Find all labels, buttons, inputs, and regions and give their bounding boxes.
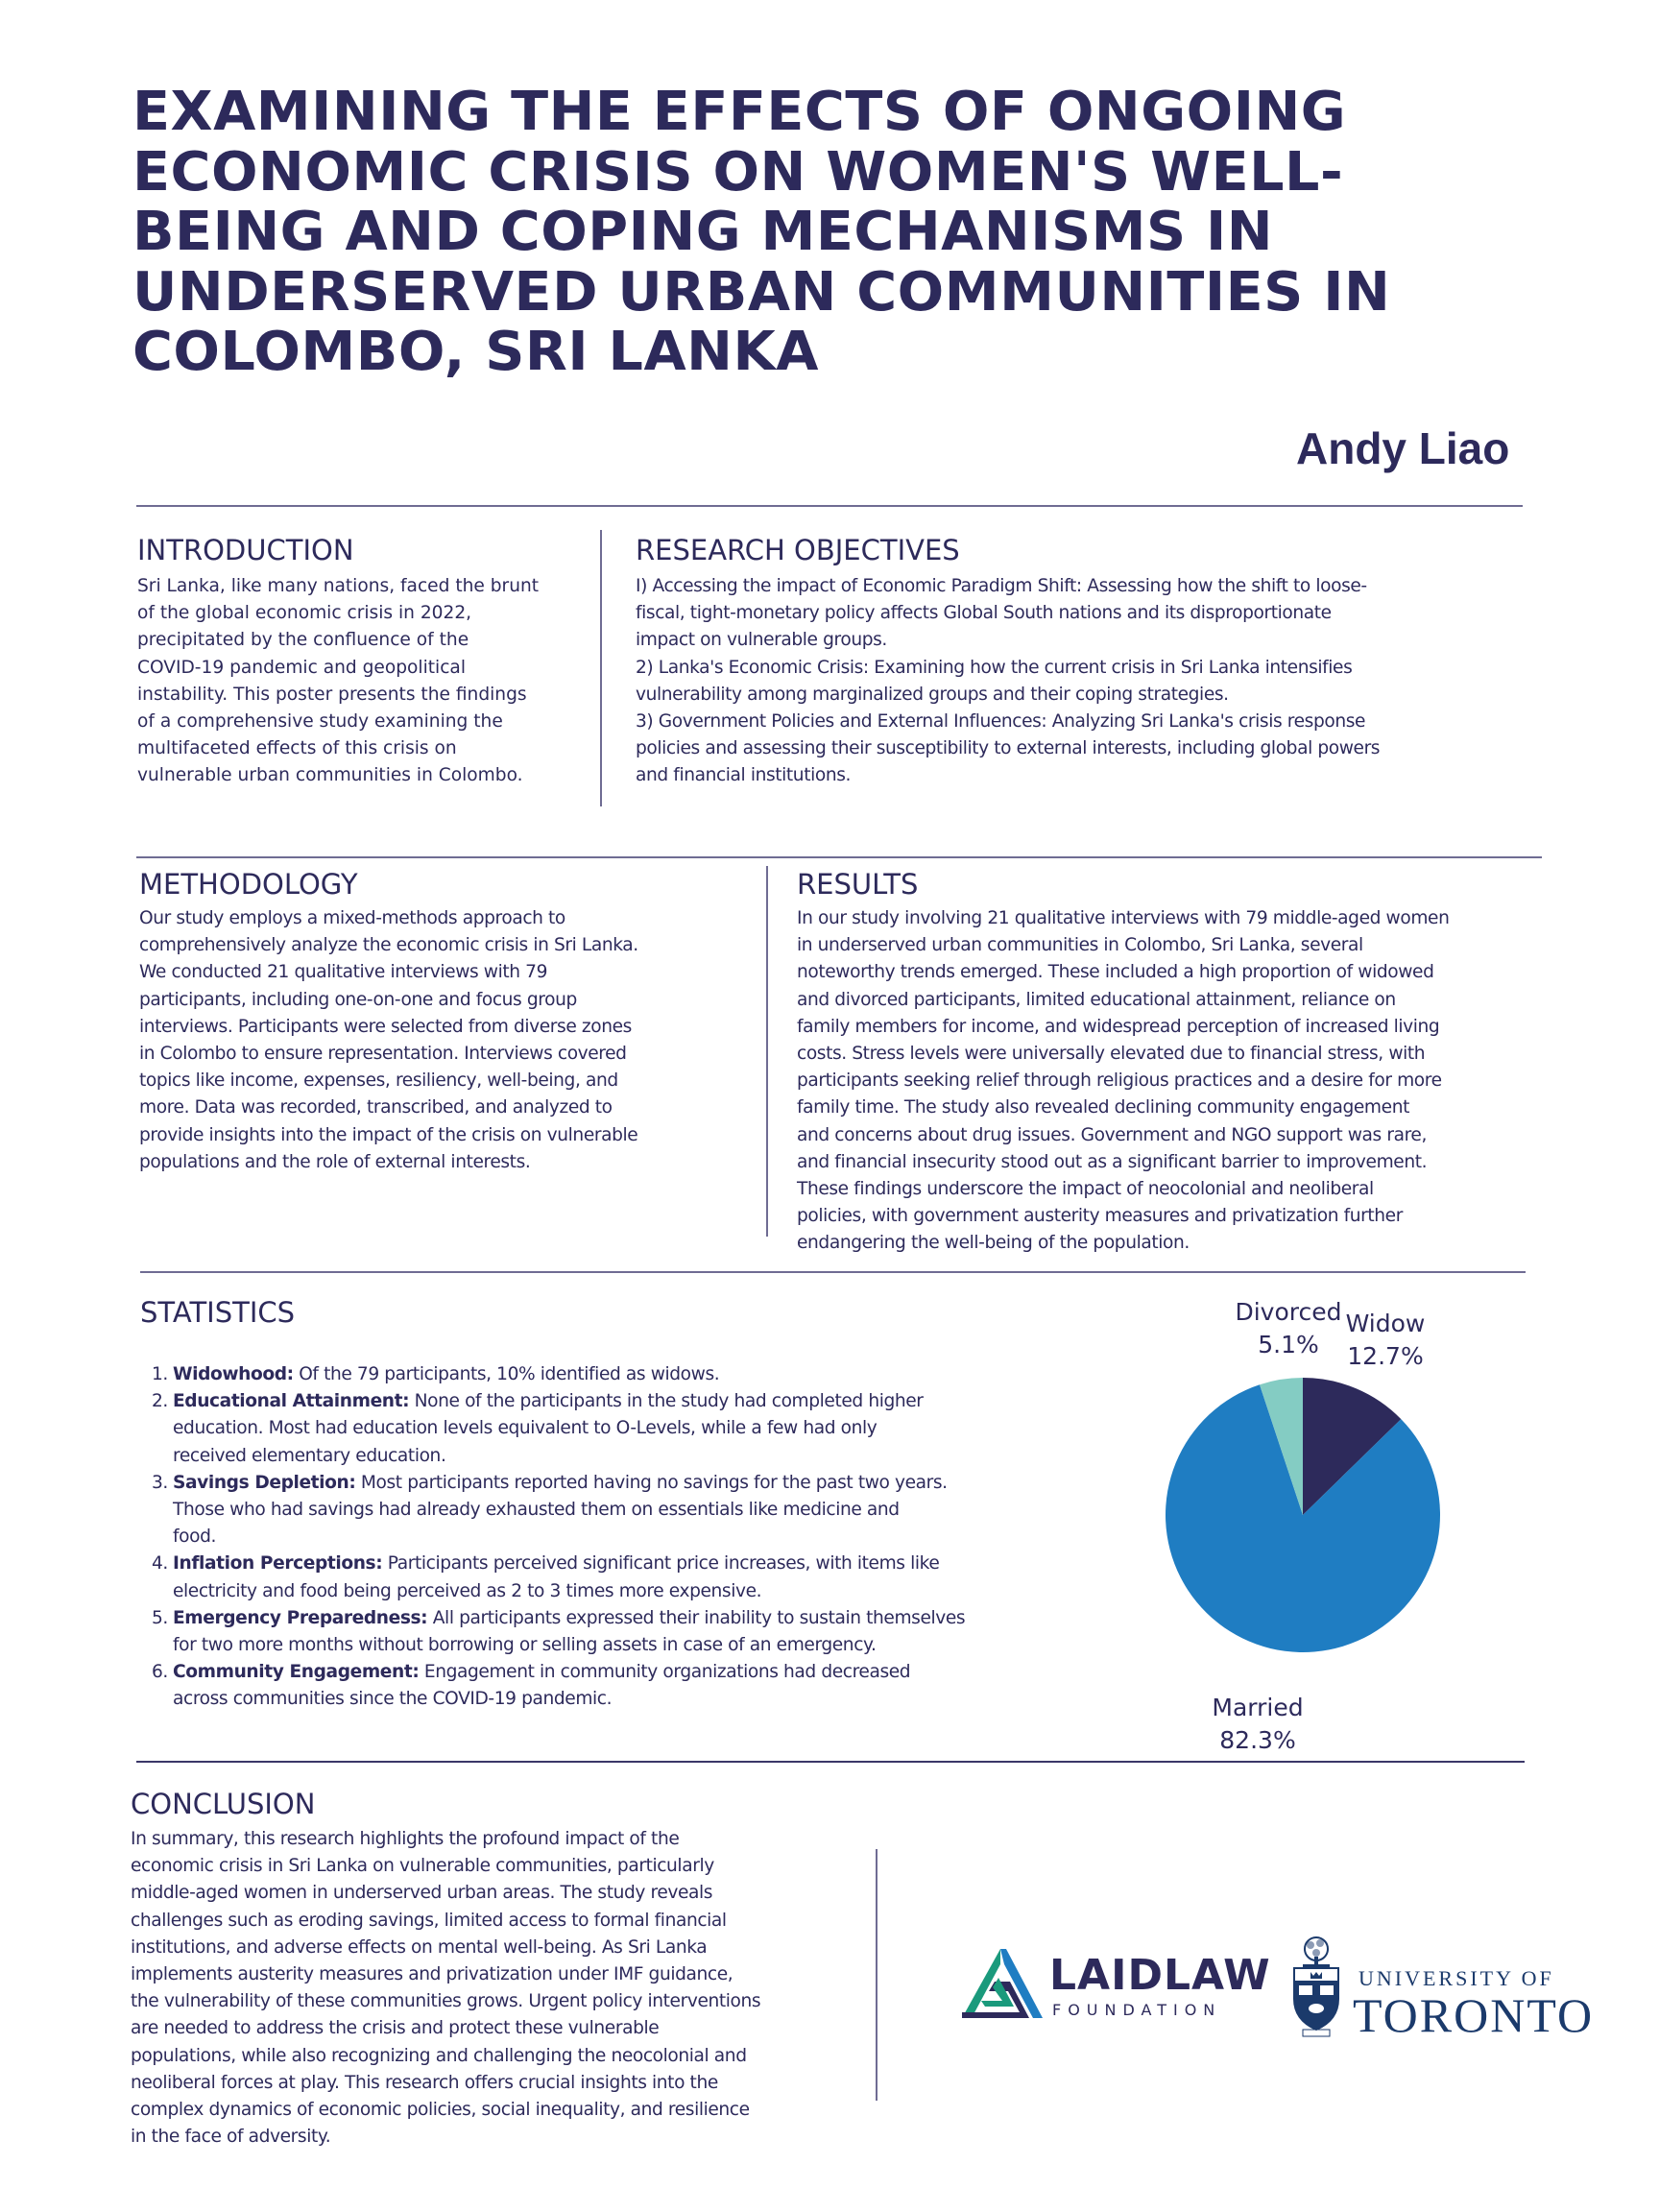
pie-label-widow xyxy=(1333,1308,1438,1373)
divider xyxy=(136,856,1542,858)
statistics-heading: STATISTICS xyxy=(140,1296,296,1329)
text-line: Engagement in community organizations had decreased xyxy=(419,1662,911,1683)
divider xyxy=(136,505,1523,507)
text-line: costs. Stress levels were universally elevated due to financial stress, with xyxy=(797,1044,1426,1065)
text-line: instability. This poster presents the findings xyxy=(137,684,527,705)
text-line: and financial institutions. xyxy=(636,765,852,786)
results-body xyxy=(797,905,1555,1258)
text-line: 2) Lanka's Economic Crisis: Examining how the current crisis in Sri Lanka intensifies xyxy=(636,657,1353,678)
text-line: the vulnerability of these communities grows. Urgent policy interventions xyxy=(131,1991,761,2012)
text-line: vulnerability among marginalized groups and their coping strategies. xyxy=(636,684,1229,705)
column-divider xyxy=(876,1849,878,2101)
objectives-heading: RESEARCH OBJECTIVES xyxy=(636,534,960,566)
university-of-wordmark: UNIVERSITY OF xyxy=(1358,1966,1554,1990)
divider xyxy=(140,1271,1526,1273)
text-line: across communities since the COVID-19 pandemic. xyxy=(173,1689,613,1710)
text-line: middle-aged women in underserved urban areas. The study reveals xyxy=(131,1883,713,1904)
slice-name: Married xyxy=(1212,1694,1304,1721)
item-label: Community Engagement: xyxy=(173,1662,420,1683)
item-label: Emergency Preparedness: xyxy=(173,1607,428,1628)
text-line: implements austerity measures and privatization under IMF guidance, xyxy=(131,1964,733,1985)
text-line: in the face of adversity. xyxy=(131,2127,331,2148)
column-divider xyxy=(766,866,768,1237)
slice-percent: 82.3% xyxy=(1219,1726,1296,1754)
text-line: challenges such as eroding savings, limited access to formal financial xyxy=(131,1910,727,1931)
text-line: received elementary education. xyxy=(173,1445,446,1466)
text-line: participants seeking relief through religious practices and a desire for more xyxy=(797,1070,1442,1092)
text-line: 3) Government Policies and External Influences: Analyzing Sri Lanka's crisis response xyxy=(636,711,1366,733)
text-line: vulnerable urban communities in Colombo. xyxy=(137,765,523,786)
text-line: noteworthy trends emerged. These included a high proportion of widowed xyxy=(797,962,1434,983)
laidlaw-foundation-logo xyxy=(960,1947,1271,2024)
text-line: multifaceted effects of this crisis on xyxy=(137,738,457,759)
text-line: topics like income, expenses, resiliency, well-being, and xyxy=(139,1070,618,1092)
toronto-wordmark: TORONTO xyxy=(1353,1988,1595,2042)
text-line: food. xyxy=(173,1527,217,1548)
item-number: 3. xyxy=(152,1472,168,1493)
text-line: interviews. Participants were selected from diverse zones xyxy=(139,1016,632,1037)
text-line: impact on vulnerable groups. xyxy=(636,630,887,651)
pie-label-divorced xyxy=(1231,1296,1346,1361)
title-line: EXAMINING THE EFFECTS OF ONGOING xyxy=(132,81,1347,143)
divider xyxy=(136,1761,1525,1763)
item-number: 1. xyxy=(152,1364,168,1384)
objectives-body xyxy=(636,573,1538,790)
laidlaw-triangle-icon xyxy=(960,1947,1045,2020)
text-line: policies and assessing their susceptibility to external interests, including global powers xyxy=(636,738,1381,759)
text-line: neoliberal forces at play. This research offers crucial insights into the xyxy=(131,2072,718,2093)
text-line: We conducted 21 qualitative interviews with 79 xyxy=(139,962,548,983)
statistics-list xyxy=(154,1361,1075,1714)
text-line: In our study involving 21 qualitative interviews with 79 middle-aged women xyxy=(797,908,1450,928)
text-line: for two more months without borrowing or selling assets in case of an emergency. xyxy=(173,1635,877,1656)
text-line: fiscal, tight-monetary policy affects Global South nations and its disproportionate xyxy=(636,603,1332,624)
statistics-item xyxy=(154,1551,1075,1604)
pie-label-married xyxy=(1200,1692,1315,1757)
text-line: policies, with government austerity measures and privatization further xyxy=(797,1206,1403,1227)
text-line: in underserved urban communities in Colombo, Sri Lanka, several xyxy=(797,935,1363,956)
text-line: are needed to address the crisis and protect these vulnerable xyxy=(131,2018,660,2039)
uoft-crest-icon xyxy=(1291,1932,1341,2037)
text-line: These findings underscore the impact of neocolonial and neoliberal xyxy=(797,1179,1374,1200)
text-line: Our study employs a mixed-methods approach to xyxy=(139,908,565,928)
slice-percent: 5.1% xyxy=(1258,1331,1319,1358)
text-line: COVID-19 pandemic and geopolitical xyxy=(137,657,466,678)
text-line: Sri Lanka, like many nations, faced the brunt xyxy=(137,576,540,596)
statistics-item xyxy=(154,1361,1075,1388)
text-line: family members for income, and widespread perception of increased living xyxy=(797,1016,1440,1037)
item-label: Savings Depletion: xyxy=(173,1472,356,1493)
slice-name: Widow xyxy=(1345,1310,1426,1337)
column-divider xyxy=(600,530,602,806)
text-line: endangering the well-being of the population. xyxy=(797,1233,1190,1254)
slice-name: Divorced xyxy=(1235,1298,1342,1326)
item-number: 4. xyxy=(152,1553,168,1575)
text-line: Participants perceived significant price increases, with items like xyxy=(382,1553,940,1575)
introduction-heading: INTRODUCTION xyxy=(137,534,354,566)
text-line: Most participants reported having no savings for the past two years. xyxy=(355,1472,948,1493)
university-of-toronto-logo xyxy=(1291,1932,1618,2042)
text-line: In summary, this research highlights the profound impact of the xyxy=(131,1829,680,1849)
item-label: Inflation Perceptions: xyxy=(173,1553,383,1575)
results-heading: RESULTS xyxy=(797,868,919,901)
text-line: and concerns about drug issues. Government and NGO support was rare, xyxy=(797,1124,1427,1145)
title-line: UNDERSERVED URBAN COMMUNITIES IN xyxy=(132,260,1391,324)
item-number: 6. xyxy=(152,1662,168,1683)
methodology-heading: METHODOLOGY xyxy=(139,868,358,901)
text-line: precipitated by the confluence of the xyxy=(137,630,469,651)
item-number: 2. xyxy=(152,1391,168,1412)
text-line: All participants expressed their inability to sustain themselves xyxy=(427,1607,966,1628)
text-line: and divorced participants, limited educational attainment, reliance on xyxy=(797,989,1396,1010)
conclusion-body xyxy=(131,1826,860,2151)
statistics-item xyxy=(154,1659,1075,1713)
text-line: of the global economic crisis in 2022, xyxy=(137,603,472,624)
text-line: economic crisis in Sri Lanka on vulnerable communities, particularly xyxy=(131,1856,714,1877)
conclusion-heading: CONCLUSION xyxy=(131,1788,316,1820)
statistics-item xyxy=(154,1470,1075,1551)
text-line: populations, while also recognizing and challenging the neocolonial and xyxy=(131,2045,747,2066)
text-line: education. Most had education levels equivalent to O-Levels, while a few had only xyxy=(173,1418,878,1439)
text-line: Of the 79 participants, 10% identified as widows. xyxy=(293,1364,720,1384)
title-line: BEING AND COPING MECHANISMS IN xyxy=(132,201,1274,263)
text-line: electricity and food being perceived as 2 to 3 times more expensive. xyxy=(173,1580,762,1601)
text-line: participants, including one-on-one and focus group xyxy=(139,989,577,1010)
marital-status-pie-chart xyxy=(1152,1286,1536,1767)
author-name: Andy Liao xyxy=(1296,423,1510,473)
text-line: of a comprehensive study examining the xyxy=(137,711,503,733)
text-line: populations and the role of external interests. xyxy=(139,1151,531,1172)
foundation-wordmark: FOUNDATION xyxy=(1052,2001,1222,2019)
title-line: ECONOMIC CRISIS ON WOMEN'S WELL- xyxy=(132,140,1344,204)
text-line: more. Data was recorded, transcribed, and analyzed to xyxy=(139,1097,613,1118)
statistics-item xyxy=(154,1605,1075,1659)
text-line: and financial insecurity stood out as a significant barrier to improvement. xyxy=(797,1151,1428,1172)
item-number: 5. xyxy=(152,1607,168,1628)
introduction-body xyxy=(137,573,589,790)
statistics-item xyxy=(154,1388,1075,1470)
slice-percent: 12.7% xyxy=(1347,1342,1424,1370)
text-line: Those who had savings had already exhausted them on essentials like medicine and xyxy=(173,1500,900,1521)
text-line: None of the participants in the study had completed higher xyxy=(409,1391,924,1412)
poster-title xyxy=(132,83,1582,383)
text-line: in Colombo to ensure representation. Interviews covered xyxy=(139,1044,627,1065)
item-label: Widowhood: xyxy=(173,1364,294,1384)
text-line: provide insights into the impact of the crisis on vulnerable xyxy=(139,1124,638,1145)
text-line: family time. The study also revealed declining community engagement xyxy=(797,1097,1409,1118)
title-line: COLOMBO, SRI LANKA xyxy=(132,321,819,383)
methodology-body xyxy=(139,905,754,1176)
text-line: I) Accessing the impact of Economic Paradigm Shift: Assessing how the shift to loose- xyxy=(636,576,1367,596)
text-line: complex dynamics of economic policies, social inequality, and resilience xyxy=(131,2100,750,2121)
text-line: institutions, and adverse effects on mental well-being. As Sri Lanka xyxy=(131,1936,708,1958)
laidlaw-wordmark: LAIDLAW xyxy=(1049,1951,1271,2000)
item-label: Educational Attainment: xyxy=(173,1391,410,1412)
text-line: comprehensively analyze the economic crisis in Sri Lanka. xyxy=(139,935,638,956)
